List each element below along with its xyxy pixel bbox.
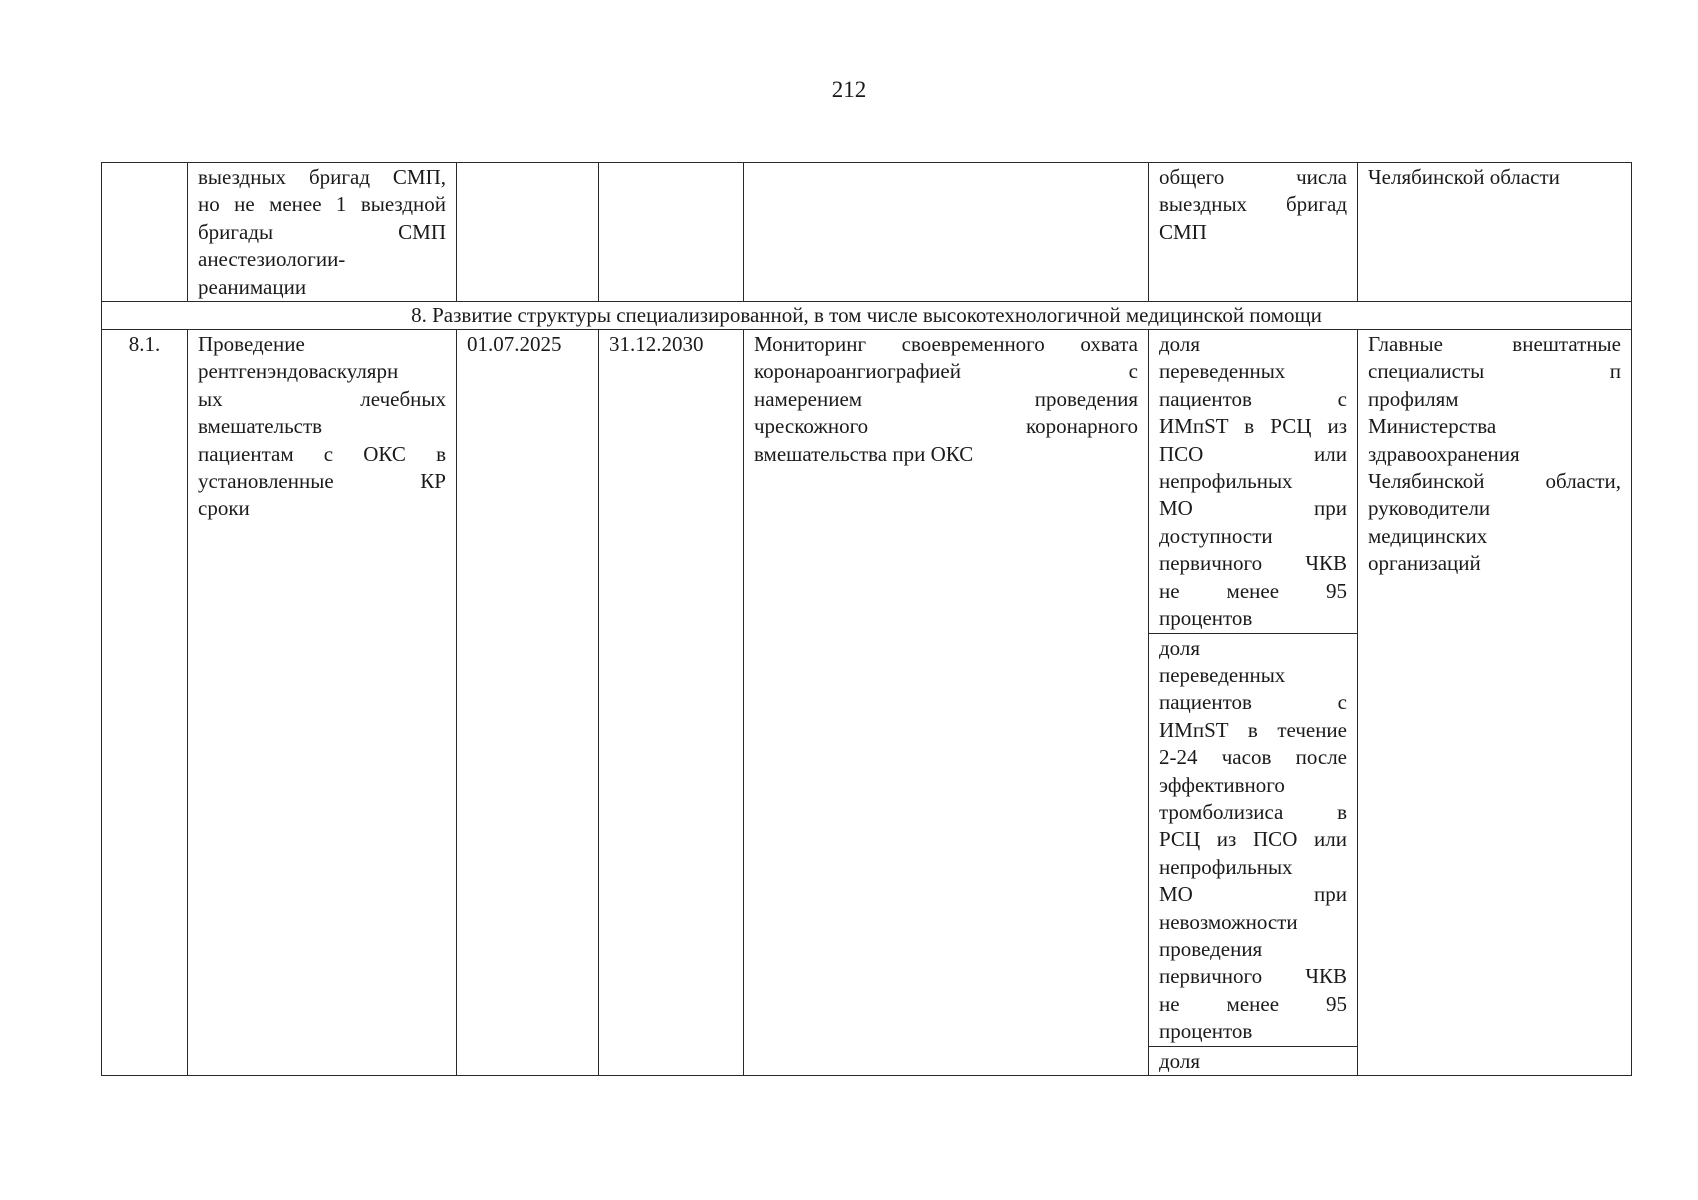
cell-characteristic [744, 330, 1149, 1076]
indicator-line: переведенных [1159, 662, 1286, 687]
measure-line: но не менее 1 выездной [198, 192, 446, 217]
table-row-8-1 [102, 330, 1632, 633]
measure-line: сроки [198, 496, 250, 521]
indicator-line: РСЦ из ПСО или [1159, 827, 1347, 852]
cell-number-empty [102, 163, 188, 302]
indicator-line: проведения [1159, 936, 1263, 961]
indicator-line: эффективного [1159, 772, 1285, 797]
page-number: 212 [831, 77, 867, 102]
responsible-line: здравоохранения [1368, 441, 1520, 466]
section-title: 8. Развитие структуры специализированной, в том числе высокотехнологичной медицинской помощи [102, 302, 1632, 330]
characteristic-line: коронароангиографией с [754, 359, 1138, 384]
measures-table [101, 162, 1632, 1076]
indicator-line: не менее 95 [1159, 578, 1347, 603]
measure-line: рентгенэндоваскулярн [198, 359, 399, 384]
responsible-line: Главные внештатные [1368, 332, 1621, 357]
cell-indicator-3 [1149, 1046, 1358, 1075]
indicator-line: тромболизиса в [1159, 799, 1347, 824]
indicator-line: первичного ЧКВ [1159, 551, 1347, 576]
indicator-line: ИМпST в РСЦ из [1159, 414, 1347, 439]
cell-indicator-continued [1149, 163, 1358, 302]
cell-characteristic-empty [744, 163, 1149, 302]
measure-line: реанимации [198, 274, 307, 299]
responsible-line: профилям [1368, 386, 1459, 411]
indicator-line: доступности [1159, 523, 1273, 548]
indicator-line: первичного ЧКВ [1159, 964, 1347, 989]
cell-responsible-continued [1358, 163, 1632, 302]
indicator-line: 2-24 часов после [1159, 745, 1347, 770]
indicator-line: не менее 95 [1159, 991, 1347, 1016]
indicator-line: СМП [1159, 219, 1207, 244]
responsible-line: специалисты п [1368, 359, 1621, 384]
measure-line: Проведение [198, 332, 305, 357]
indicator-line: МО при [1159, 882, 1347, 907]
indicator-line: доля [1159, 1048, 1201, 1073]
table-row-section [102, 302, 1632, 330]
table-row-continued [102, 163, 1632, 302]
cell-row-number: 8.1. [102, 330, 188, 1076]
indicator-line: непрофильных [1159, 854, 1293, 879]
indicator-line: выездных бригад [1159, 192, 1347, 217]
indicator-line: пациентов с [1159, 690, 1347, 715]
indicator-line: невозможности [1159, 909, 1298, 934]
responsible-line: Челябинской области, [1368, 469, 1621, 494]
cell-measure-continued [188, 163, 457, 302]
characteristic-line: вмешательства при ОКС [754, 441, 974, 466]
measure-line: ых лечебных [198, 386, 446, 411]
indicator-line: процентов [1159, 1019, 1253, 1044]
indicator-line: доля [1159, 332, 1201, 357]
cell-end-empty [599, 163, 744, 302]
responsible-text: Челябинской области [1368, 165, 1560, 189]
indicator-line: МО при [1159, 496, 1347, 521]
measure-line: бригады СМП [198, 219, 446, 244]
cell-indicator-2 [1149, 633, 1358, 1046]
measure-line: пациентам с ОКС в [198, 441, 446, 466]
cell-end-date: 31.12.2030 [599, 330, 744, 1076]
indicator-line: непрофильных [1159, 469, 1293, 494]
responsible-line: руководители [1368, 496, 1491, 521]
indicator-line: общего числа [1159, 165, 1347, 189]
indicator-line: ПСО или [1159, 441, 1347, 466]
measure-line: выездных бригад СМП, [198, 165, 446, 189]
measure-line: анестезиологии- [198, 247, 346, 272]
cell-indicator-1 [1149, 330, 1358, 633]
characteristic-line: намерением проведения [754, 386, 1138, 411]
indicator-line: переведенных [1159, 359, 1286, 384]
measure-line: вмешательств [198, 414, 323, 439]
cell-start-empty [457, 163, 599, 302]
responsible-line: Министерства [1368, 414, 1497, 439]
indicator-line: процентов [1159, 606, 1253, 631]
cell-start-date: 01.07.2025 [457, 330, 599, 1076]
responsible-line: медицинских [1368, 523, 1488, 548]
characteristic-line: чрескожного коронарного [754, 414, 1138, 439]
responsible-line: организаций [1368, 551, 1481, 576]
cell-measure [188, 330, 457, 1076]
characteristic-line: Мониторинг своевременного охвата [754, 332, 1138, 357]
indicator-line: доля [1159, 635, 1201, 660]
indicator-line: пациентов с [1159, 386, 1347, 411]
indicator-line: ИМпST в течение [1159, 717, 1347, 742]
measure-line: установленные КР [198, 469, 446, 494]
cell-responsible [1358, 330, 1632, 1076]
